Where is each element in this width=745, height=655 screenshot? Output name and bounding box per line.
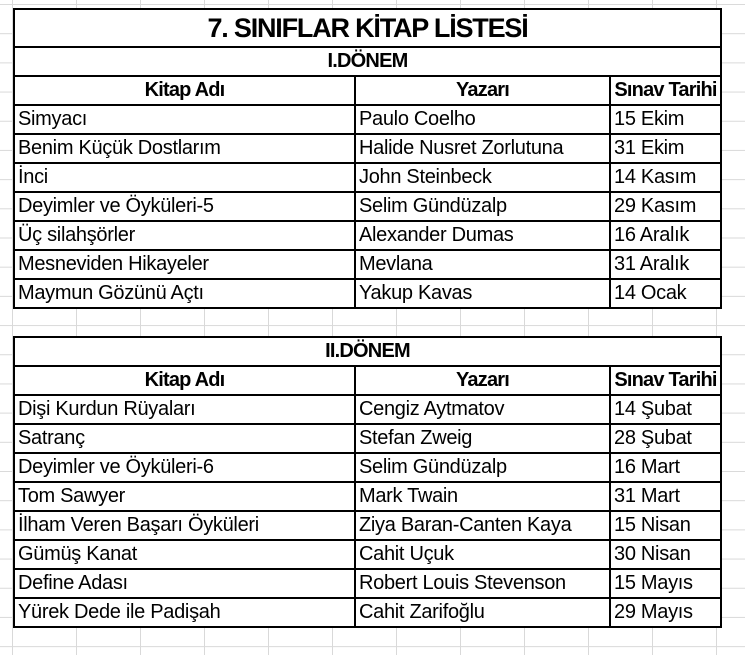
book-cell[interactable]: Satranç: [14, 424, 355, 453]
author-cell[interactable]: Selim Gündüzalp: [355, 192, 610, 221]
date-cell[interactable]: 14 Kasım: [610, 163, 721, 192]
table-row: [14, 163, 721, 192]
date-cell[interactable]: 28 Şubat: [610, 424, 721, 453]
header-date-cell[interactable]: Sınav Tarihi: [610, 366, 721, 395]
book-cell[interactable]: Gümüş Kanat: [14, 540, 355, 569]
book-cell[interactable]: Yürek Dede ile Padişah: [14, 598, 355, 627]
date-cell[interactable]: 16 Aralık: [610, 221, 721, 250]
author-cell[interactable]: Robert Louis Stevenson: [355, 569, 610, 598]
table-row: [14, 453, 721, 482]
table-row: [14, 511, 721, 540]
author-cell[interactable]: Halide Nusret Zorlutuna: [355, 134, 610, 163]
term-row: [14, 337, 721, 366]
date-cell[interactable]: 15 Nisan: [610, 511, 721, 540]
term-title[interactable]: I.DÖNEM: [14, 47, 721, 76]
table-row: [14, 395, 721, 424]
table-row: [14, 250, 721, 279]
header-date-cell[interactable]: Sınav Tarihi: [610, 76, 721, 105]
header-row: [14, 76, 721, 105]
table-row: [14, 569, 721, 598]
book-cell[interactable]: İlham Veren Başarı Öyküleri: [14, 511, 355, 540]
author-cell[interactable]: Mark Twain: [355, 482, 610, 511]
author-cell[interactable]: Stefan Zweig: [355, 424, 610, 453]
date-cell[interactable]: 15 Mayıs: [610, 569, 721, 598]
book-cell[interactable]: Maymun Gözünü Açtı: [14, 279, 355, 308]
date-cell[interactable]: 31 Ekim: [610, 134, 721, 163]
author-cell[interactable]: Selim Gündüzalp: [355, 453, 610, 482]
table-row: [14, 192, 721, 221]
author-cell[interactable]: Mevlana: [355, 250, 610, 279]
term-2-table: [13, 336, 722, 628]
date-cell[interactable]: 14 Ocak: [610, 279, 721, 308]
table-row: [14, 482, 721, 511]
title-row: [14, 9, 721, 47]
header-book-cell[interactable]: Kitap Adı: [14, 366, 355, 395]
book-cell[interactable]: Define Adası: [14, 569, 355, 598]
date-cell[interactable]: 31 Mart: [610, 482, 721, 511]
header-row: [14, 366, 721, 395]
header-author-cell[interactable]: Yazarı: [355, 366, 610, 395]
book-cell[interactable]: Mesneviden Hikayeler: [14, 250, 355, 279]
book-cell[interactable]: Tom Sawyer: [14, 482, 355, 511]
term-1-table: [13, 8, 722, 309]
date-cell[interactable]: 16 Mart: [610, 453, 721, 482]
date-cell[interactable]: 30 Nisan: [610, 540, 721, 569]
date-cell[interactable]: 15 Ekim: [610, 105, 721, 134]
author-cell[interactable]: Cahit Uçuk: [355, 540, 610, 569]
author-cell[interactable]: Yakup Kavas: [355, 279, 610, 308]
book-cell[interactable]: Benim Küçük Dostlarım: [14, 134, 355, 163]
table-row: [14, 105, 721, 134]
author-cell[interactable]: Cahit Zarifoğlu: [355, 598, 610, 627]
header-book-cell[interactable]: Kitap Adı: [14, 76, 355, 105]
book-cell[interactable]: Üç silahşörler: [14, 221, 355, 250]
author-cell[interactable]: Paulo Coelho: [355, 105, 610, 134]
table-row: [14, 279, 721, 308]
term-row: [14, 47, 721, 76]
book-cell[interactable]: Deyimler ve Öyküleri-5: [14, 192, 355, 221]
date-cell[interactable]: 31 Aralık: [610, 250, 721, 279]
book-cell[interactable]: Deyimler ve Öyküleri-6: [14, 453, 355, 482]
date-cell[interactable]: 29 Kasım: [610, 192, 721, 221]
term-title[interactable]: II.DÖNEM: [14, 337, 721, 366]
list-title[interactable]: 7. SINIFLAR KİTAP LİSTESİ: [14, 9, 721, 47]
table-row: [14, 598, 721, 627]
table-row: [14, 424, 721, 453]
date-cell[interactable]: 14 Şubat: [610, 395, 721, 424]
author-cell[interactable]: John Steinbeck: [355, 163, 610, 192]
table-row: [14, 221, 721, 250]
author-cell[interactable]: Cengiz Aytmatov: [355, 395, 610, 424]
table-row: [14, 540, 721, 569]
author-cell[interactable]: Ziya Baran-Canten Kaya: [355, 511, 610, 540]
header-author-cell[interactable]: Yazarı: [355, 76, 610, 105]
book-cell[interactable]: Simyacı: [14, 105, 355, 134]
table-row: [14, 134, 721, 163]
date-cell[interactable]: 29 Mayıs: [610, 598, 721, 627]
book-cell[interactable]: İnci: [14, 163, 355, 192]
book-cell[interactable]: Dişi Kurdun Rüyaları: [14, 395, 355, 424]
author-cell[interactable]: Alexander Dumas: [355, 221, 610, 250]
